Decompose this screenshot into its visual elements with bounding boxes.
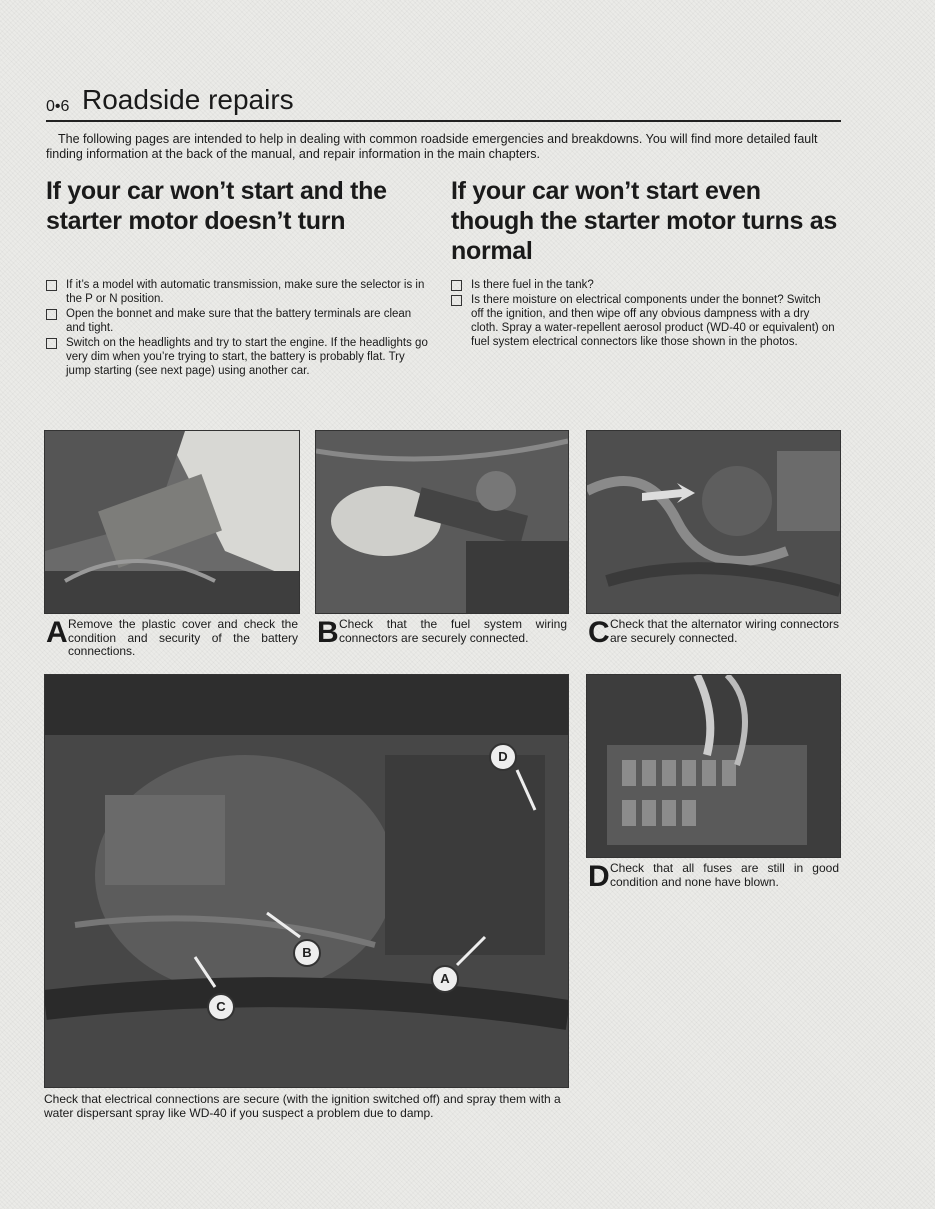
- right-section-title: If your car won’t start even though the starter motor turns as normal: [451, 177, 837, 265]
- intro-paragraph: The following pages are intended to help in dealing with common roadside emergencies and breakdowns. You will find more detailed fault finding information at the back of the manual, and repair information in the main chapters.: [46, 132, 818, 161]
- page-title: Roadside repairs: [82, 84, 294, 115]
- engine-bay-caption: Check that electrical connections are secure (with the ignition switched off) and spray them with a water dispersant spray like WD-40 if you suspect a problem due to damp.: [44, 1092, 561, 1120]
- checklist-item: Is there moisture on electrical components under the bonnet? Switch off the ignition, and then wipe off any obvious dampness with a dry cloth. Spray a water-repellent aerosol product (WD-40 or equivalent) on fuel system electrical connectors like those shown in the photos.: [451, 293, 835, 349]
- caption-text: Check that the fuel system wiring connectors are securely connected.: [339, 617, 567, 645]
- checkbox-icon: [451, 280, 462, 291]
- checkbox-icon: [451, 295, 462, 306]
- caption-letter: A: [46, 616, 68, 649]
- photo-fuel-wiring: [315, 430, 569, 614]
- callout-c: C: [207, 993, 235, 1021]
- caption-text: Check that the alternator wiring connectors are securely connected.: [610, 617, 839, 645]
- checkbox-icon: [46, 338, 57, 349]
- callout-a: A: [431, 965, 459, 993]
- caption-c: [588, 616, 839, 649]
- header-rule: [46, 120, 841, 122]
- caption-letter: D: [588, 860, 610, 893]
- callout-b: B: [293, 939, 321, 967]
- checkbox-icon: [46, 280, 57, 291]
- checklist-item: Switch on the headlights and try to start the engine. If the headlights go very dim when you’re trying to start, the battery is probably flat. Try jump starting (see next page) using another car.: [46, 336, 430, 378]
- checklist-item: If it’s a model with automatic transmission, make sure the selector is in the P or N position.: [46, 278, 430, 306]
- caption-text: Remove the plastic cover and check the condition and security of the battery connections.: [68, 617, 298, 658]
- caption-letter: C: [588, 616, 610, 649]
- right-checklist: [451, 278, 835, 350]
- photo-engine-bay: [44, 674, 569, 1088]
- left-section-title: If your car won’t start and the starter motor doesn’t turn: [46, 177, 387, 235]
- photo-fuses: [586, 674, 841, 858]
- caption-letter: B: [317, 616, 339, 649]
- photo-alternator: [586, 430, 841, 614]
- page-number: 0•6: [46, 98, 70, 115]
- checklist-item: Is there fuel in the tank?: [451, 278, 835, 292]
- callout-d: D: [489, 743, 517, 771]
- caption-text: Check that all fuses are still in good condition and none have blown.: [610, 861, 839, 889]
- caption-b: [317, 616, 567, 649]
- photo-battery: [44, 430, 300, 614]
- checklist-item: Open the bonnet and make sure that the battery terminals are clean and tight.: [46, 307, 430, 335]
- checkbox-icon: [46, 309, 57, 320]
- caption-d: [588, 860, 839, 893]
- caption-a: [46, 618, 298, 659]
- left-checklist: [46, 278, 430, 379]
